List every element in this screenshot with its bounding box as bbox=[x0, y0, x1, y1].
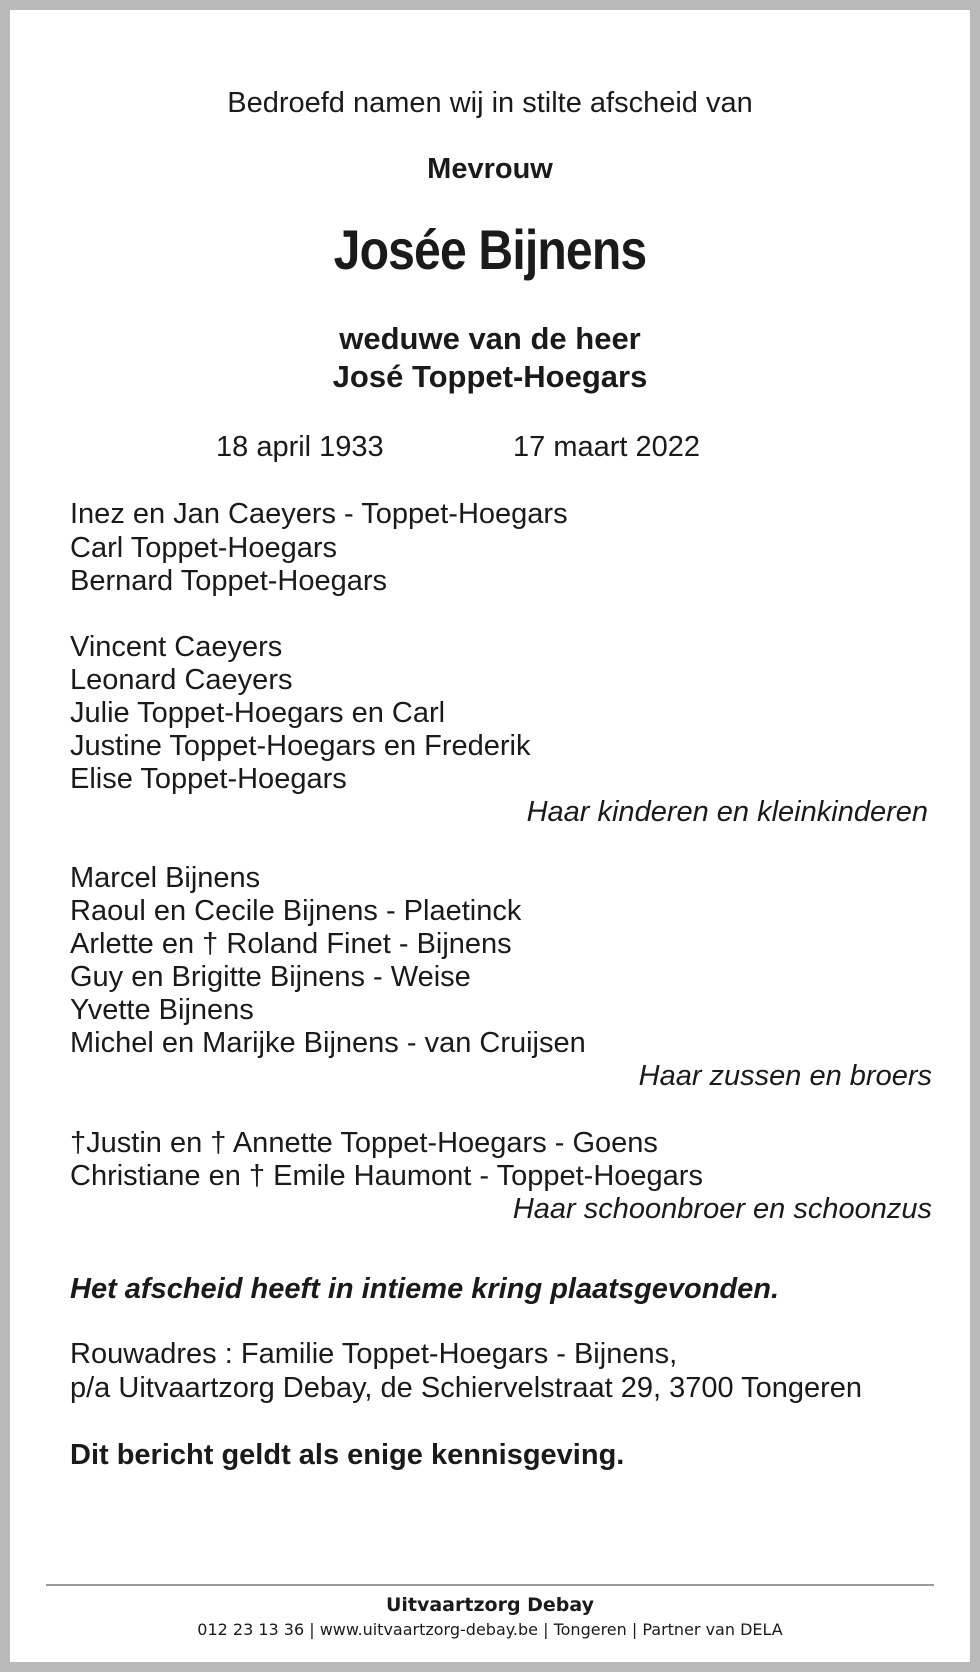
address-line-1: Rouwadres : Familie Toppet-Hoegars - Bijnens, bbox=[70, 1338, 678, 1370]
intro-text: Bedroefd namen wij in stilte afscheid van bbox=[227, 87, 753, 119]
siblings-line: Guy en Brigitte Bijnens - Weise bbox=[70, 961, 471, 993]
death-date: 17 maart 2022 bbox=[513, 431, 701, 463]
footer-company: Uitvaartzorg Debay bbox=[385, 1594, 595, 1616]
footer-divider bbox=[46, 1584, 934, 1586]
children-caption: Haar kinderen en kleinkinderen bbox=[526, 796, 928, 828]
siblings-line: Marcel Bijnens bbox=[70, 862, 261, 894]
obituary-card bbox=[10, 10, 970, 1662]
grandchildren-line: Justine Toppet-Hoegars en Frederik bbox=[70, 730, 531, 762]
widow-line-1: weduwe van de heer bbox=[339, 321, 641, 356]
closing-notice: Dit bericht geldt als enige kennisgeving. bbox=[70, 1439, 625, 1471]
footer-info: 012 23 13 36 | www.uitvaartzorg-debay.be | Tongeren | Partner van DELA bbox=[197, 1620, 783, 1639]
salutation: Mevrouw bbox=[427, 153, 553, 185]
farewell-note: Het afscheid heeft in intieme kring plaatsgevonden. bbox=[70, 1273, 780, 1305]
birth-date: 18 april 1933 bbox=[216, 431, 384, 463]
siblings-caption: Haar zussen en broers bbox=[638, 1060, 932, 1092]
in-laws-caption: Haar schoonbroer en schoonzus bbox=[512, 1193, 932, 1225]
siblings-line: Michel en Marijke Bijnens - van Cruijsen bbox=[70, 1027, 586, 1059]
deceased-name: Josée Bijnens bbox=[333, 218, 647, 281]
grandchildren-line: Leonard Caeyers bbox=[70, 664, 293, 696]
grandchildren-line: Vincent Caeyers bbox=[70, 631, 283, 663]
siblings-line: Arlette en † Roland Finet - Bijnens bbox=[70, 928, 512, 960]
siblings-line: Raoul en Cecile Bijnens - Plaetinck bbox=[70, 895, 522, 927]
children-line: Carl Toppet-Hoegars bbox=[70, 532, 338, 564]
grandchildren-line: Julie Toppet-Hoegars en Carl bbox=[70, 697, 446, 729]
address-line-2: p/a Uitvaartzorg Debay, de Schiervelstraat 29, 3700 Tongeren bbox=[70, 1372, 863, 1404]
children-line: Inez en Jan Caeyers - Toppet-Hoegars bbox=[70, 498, 568, 530]
grandchildren-line: Elise Toppet-Hoegars bbox=[70, 763, 347, 795]
children-line: Bernard Toppet-Hoegars bbox=[70, 565, 388, 597]
widow-line-2: José Toppet-Hoegars bbox=[332, 359, 648, 394]
in-laws-line: Christiane en † Emile Haumont - Toppet-Hoegars bbox=[70, 1160, 703, 1192]
in-laws-line: †Justin en † Annette Toppet-Hoegars - Goens bbox=[70, 1127, 658, 1159]
siblings-line: Yvette Bijnens bbox=[70, 994, 254, 1026]
